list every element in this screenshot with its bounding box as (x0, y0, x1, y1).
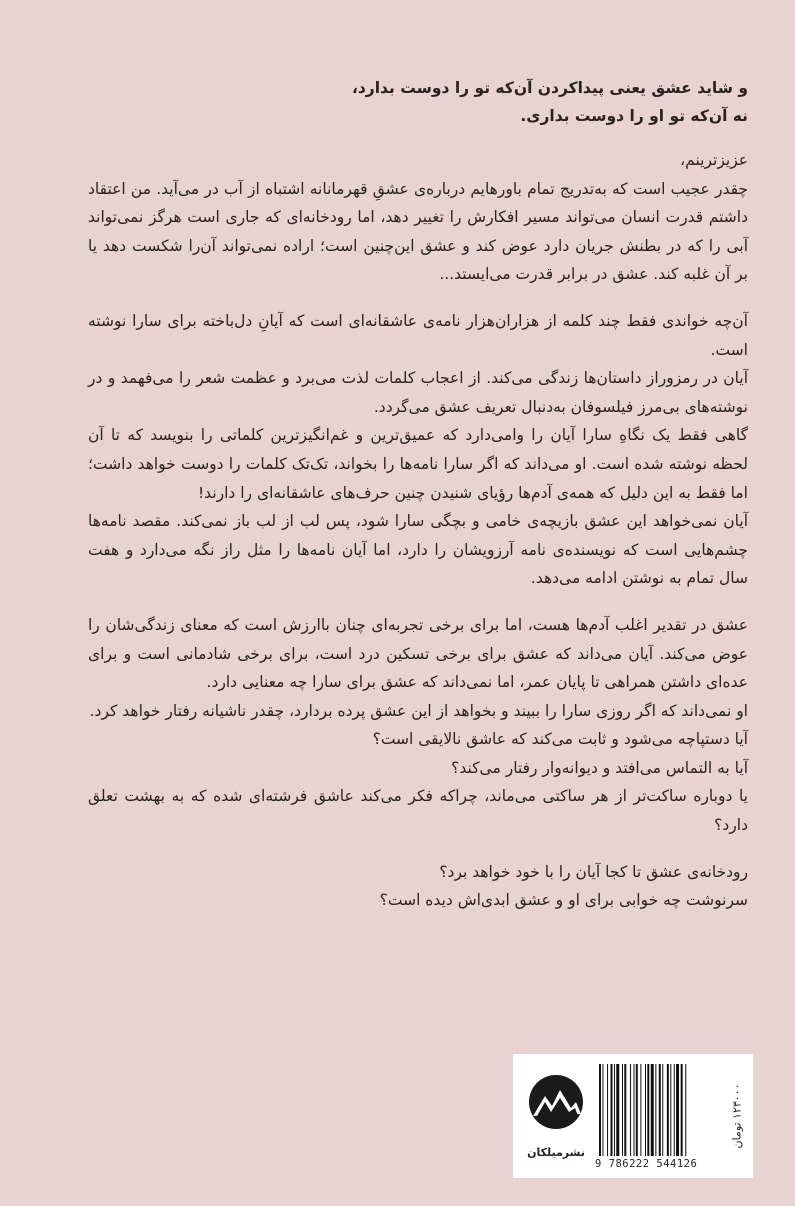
price-text: ۱۲۳۰۰۰ تومان (730, 1083, 744, 1149)
blurb-paragraph: عشق در تقدیر اغلب آدم‌ها هست، اما برای برخی تجربه‌ای چنان باارزش است که معنای زندگی‌شان را عوض می‌کند. آیان می‌داند که عشق برای برخی تسکین درد است، برای برخی شادمانی است و برای عده‌ای داشتن همراهی تا پایان عمر، اما نمی‌داند که عشق برای سارا چه معنایی دارد. (88, 615, 748, 692)
blurb-question: آیا دستپاچه می‌شود و ثابت می‌کند که عاشق نالایقی است؟ (372, 730, 748, 749)
blurb-paragraph: آیان نمی‌خواهد این عشق بازیچه‌ی خامی و بچگی سارا شود، پس لب از لب باز نمی‌کند. مقصد نامه‌ها چشم‌هایی است که نویسنده‌ی نامه آرزویشان را دارد، اما آیان نامه‌ها را مثل راز نگه می‌دارد و هفت سال تمام به نوشتن ادامه می‌دهد. (88, 512, 748, 588)
quote-line-2: نه آن‌که تو او را دوست بداری. (520, 107, 748, 125)
salutation: عزیزترینم، (680, 151, 748, 169)
blurb-paragraph: آن‌چه خواندی فقط چند کلمه از هزاران‌هزار نامه‌ی عاشقانه‌ای است که آیانِ دل‌باخته برای سارا نوشته است. (88, 311, 748, 359)
blurb-paragraph: آیان در رمزوراز داستان‌ها زندگی می‌کند. از اعجاب کلمات لذت می‌برد و عظمت شعر را می‌فهمد و در نوشته‌های بی‌مرز فیلسوفان به‌دنبال تعریف عشق می‌گردد. (88, 369, 748, 416)
blurb-paragraph: گاهی فقط یک نگاهِ سارا آیان را وامی‌دارد که عمیق‌ترین و غم‌انگیزترین کلماتی را بنویسد که تا آن لحظه نوشته شده است. او می‌داند که اگر سارا نامه‌ها را بخواند، تک‌تک کلمات را دوست خواهد داشت؛ اما فقط به این دلیل که همه‌ی آدم‌ها رؤیای شنیدن چنین حرف‌های عاشقانه‌ای را دارند! (88, 426, 748, 502)
blurb-question: آیا به التماس می‌افتد و دیوانه‌وار رفتار می‌کند؟ (451, 758, 748, 777)
barcode-label (513, 1054, 753, 1178)
closing-question: سرنوشت چه خوابی برای او و عشق ابدی‌اش دیده است؟ (379, 891, 748, 910)
closing-question: رودخانه‌ی عشق تا کجا آیان را با خود خواهد برد؟ (439, 862, 748, 881)
epigraph-quote (88, 74, 748, 130)
quote-line-1: و شاید عشق یعنی پیداکردن آن‌که تو را دوست بدارد، (351, 79, 748, 97)
barcode-number: 9 786222 544126 (595, 1158, 698, 1170)
publisher-name: نشرمیلکان (527, 1146, 585, 1159)
blurb-question: یا دوباره ساکت‌تر از هر ساکتی می‌ماند، چراکه فکر می‌کند عاشق فرشته‌ای شده که به بهشت تعلق دارد؟ (88, 787, 748, 835)
price-tag (723, 1068, 751, 1164)
blurb-text (88, 146, 748, 915)
barcode-icon (597, 1064, 715, 1156)
blurb-paragraph: او نمی‌داند که اگر روزی سارا را ببیند و بخواهد از این عشق پرده بردارد، چقدر ناشیانه رفتار خواهد کرد. (89, 701, 748, 720)
letter-paragraph: چقدر عجیب است که به‌تدریج تمام باورهایم درباره‌ی عشقِ قهرمانانه اشتباه از آب در می‌آید. من اعتقاد داشتم قدرت انسان می‌تواند مسیر افکارش را تغییر دهد، اما رودخانه‌ای که جاری است هرگز نمی‌تواند آبی را که در بطنش جریان دارد عوض کند و عشق این‌چنین است؛ اراده نمی‌تواند آن‌را شکست دهد یا بر آن غلبه کند. عشق در برابر قدرت می‌ایستد... (88, 179, 748, 284)
publisher-logo-icon (527, 1072, 585, 1144)
